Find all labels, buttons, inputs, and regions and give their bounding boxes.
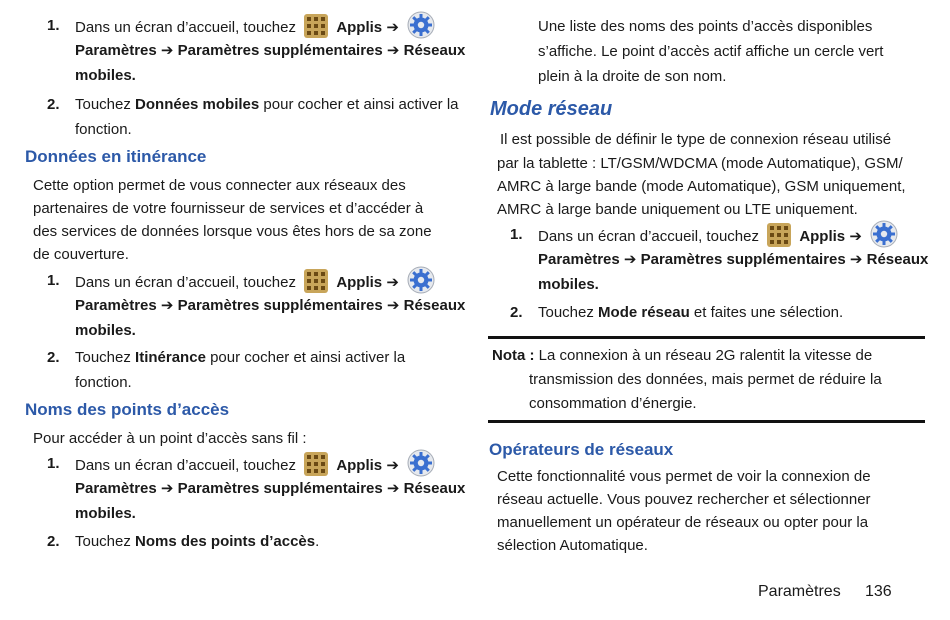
step-text: Dans un écran d’accueil, touchez (75, 273, 296, 291)
step-path-end: mobiles. (75, 67, 136, 84)
arrow-icon: ➔ (849, 227, 862, 245)
step-line (75, 530, 319, 554)
step-line (75, 346, 405, 370)
arrow-icon: ➔ (386, 18, 399, 36)
step-bold-term: Données mobiles (135, 96, 260, 113)
note-bottom-rule (488, 420, 925, 423)
note-line (492, 344, 872, 368)
settings-gear-icon (407, 266, 435, 294)
step-text: Touchez (75, 96, 136, 113)
paragraph-line: Pour accéder à un point d’accès sans fil : (33, 430, 307, 447)
apps-grid-icon (304, 269, 328, 293)
arrow-icon: ➔ (386, 456, 399, 474)
step-number: 2. (47, 349, 60, 366)
step-bold-term: Noms des points d’accès (135, 533, 316, 550)
step-line (538, 223, 898, 251)
step-text: pour cocher et ainsi activer la (205, 349, 406, 366)
section-heading-operateurs: Opérateurs de réseaux (489, 440, 674, 459)
step-text: pour cocher et ainsi activer la (259, 96, 459, 113)
apps-grid-icon (304, 14, 328, 38)
paragraph-line: Il est possible de définir le type de connexion réseau utilisé (500, 131, 892, 148)
step-number: 2. (510, 304, 523, 321)
step-text: . (315, 533, 320, 550)
step-number: 1. (47, 272, 60, 289)
paragraph-line: manuellement un opérateur de réseaux ou opter pour la (497, 514, 869, 531)
note-text: La connexion à un réseau 2G ralentit la vitesse de (534, 347, 873, 364)
step-line (75, 269, 435, 297)
arrow-icon: ➔ (386, 273, 399, 291)
step-line (75, 14, 435, 42)
apps-label: Applis (336, 273, 383, 291)
paragraph-line: partenaires de votre fournisseur de services et d’accéder à (33, 200, 424, 217)
paragraph-line: Cette fonctionnalité vous permet de voir la connexion de (497, 468, 871, 485)
step-path-end: mobiles. (75, 505, 136, 522)
step-number: 1. (47, 455, 60, 472)
paragraph-line: plein à la droite de son nom. (538, 68, 727, 85)
note-label: Nota : (492, 347, 535, 364)
section-heading-mode-reseau: Mode réseau (490, 98, 613, 120)
step-line (75, 452, 435, 480)
section-heading-itinerance: Données en itinérance (25, 147, 207, 166)
step-line (538, 301, 843, 325)
note-line: transmission des données, mais permet de réduire la (529, 371, 882, 388)
step-text: et faites une sélection. (689, 304, 844, 321)
step-bold-term: Mode réseau (598, 304, 690, 321)
paragraph-line: des services de données lorsque vous êtes hors de sa zone (33, 223, 432, 240)
step-text: Dans un écran d’accueil, touchez (538, 227, 759, 245)
apps-label: Applis (336, 456, 383, 474)
step-path: Paramètres ➔ Paramètres supplémentaires ➔ Réseaux (75, 297, 466, 314)
step-line (75, 93, 459, 117)
paragraph-line: AMRC à large bande uniquement ou LTE uniquement. (497, 201, 858, 218)
section-heading-points-acces: Noms des points d’accès (25, 400, 230, 419)
paragraph-line: AMRC à large bande (mode Automatique), GSM uniquement, (497, 178, 906, 195)
footer-section-label: Paramètres (758, 583, 841, 600)
step-line: fonction. (75, 374, 132, 391)
step-path: Paramètres ➔ Paramètres supplémentaires ➔ Réseaux (75, 480, 466, 497)
step-path-end: mobiles. (538, 276, 599, 293)
paragraph-line: sélection Automatique. (497, 537, 648, 554)
step-path-end: mobiles. (75, 322, 136, 339)
step-number: 1. (510, 226, 523, 243)
apps-label: Applis (799, 227, 846, 245)
step-number: 1. (47, 17, 60, 34)
step-line: fonction. (75, 121, 132, 138)
paragraph-line: réseau actuelle. Vous pouvez rechercher et sélectionner (497, 491, 871, 508)
step-text: Touchez (75, 349, 136, 366)
step-number: 2. (47, 533, 60, 550)
paragraph-line: par la tablette : LT/GSM/WDCMA (mode Automatique), GSM/ (497, 155, 903, 172)
apps-grid-icon (304, 452, 328, 476)
settings-gear-icon (407, 11, 435, 39)
settings-gear-icon (870, 220, 898, 248)
step-text: Touchez (75, 533, 136, 550)
apps-label: Applis (336, 18, 383, 36)
step-text: Dans un écran d’accueil, touchez (75, 456, 296, 474)
step-text: Touchez (538, 304, 599, 321)
step-bold-term: Itinérance (135, 349, 206, 366)
paragraph-line: s’affiche. Le point d’accès actif affiche un cercle vert (538, 43, 884, 60)
step-text: Dans un écran d’accueil, touchez (75, 18, 296, 36)
note-line: consommation d’énergie. (529, 395, 697, 412)
step-number: 2. (47, 96, 60, 113)
settings-gear-icon (407, 449, 435, 477)
step-path: Paramètres ➔ Paramètres supplémentaires ➔ Réseaux (538, 251, 929, 268)
paragraph-line: Cette option permet de vous connecter aux réseaux des (33, 177, 406, 194)
paragraph-line: de couverture. (33, 246, 129, 263)
note-top-rule (488, 336, 925, 339)
apps-grid-icon (767, 223, 791, 247)
page-number: 136 (865, 583, 892, 600)
right-column (475, 0, 950, 620)
paragraph-line: Une liste des noms des points d’accès disponibles (538, 18, 873, 35)
step-path: Paramètres ➔ Paramètres supplémentaires ➔ Réseaux (75, 42, 466, 59)
